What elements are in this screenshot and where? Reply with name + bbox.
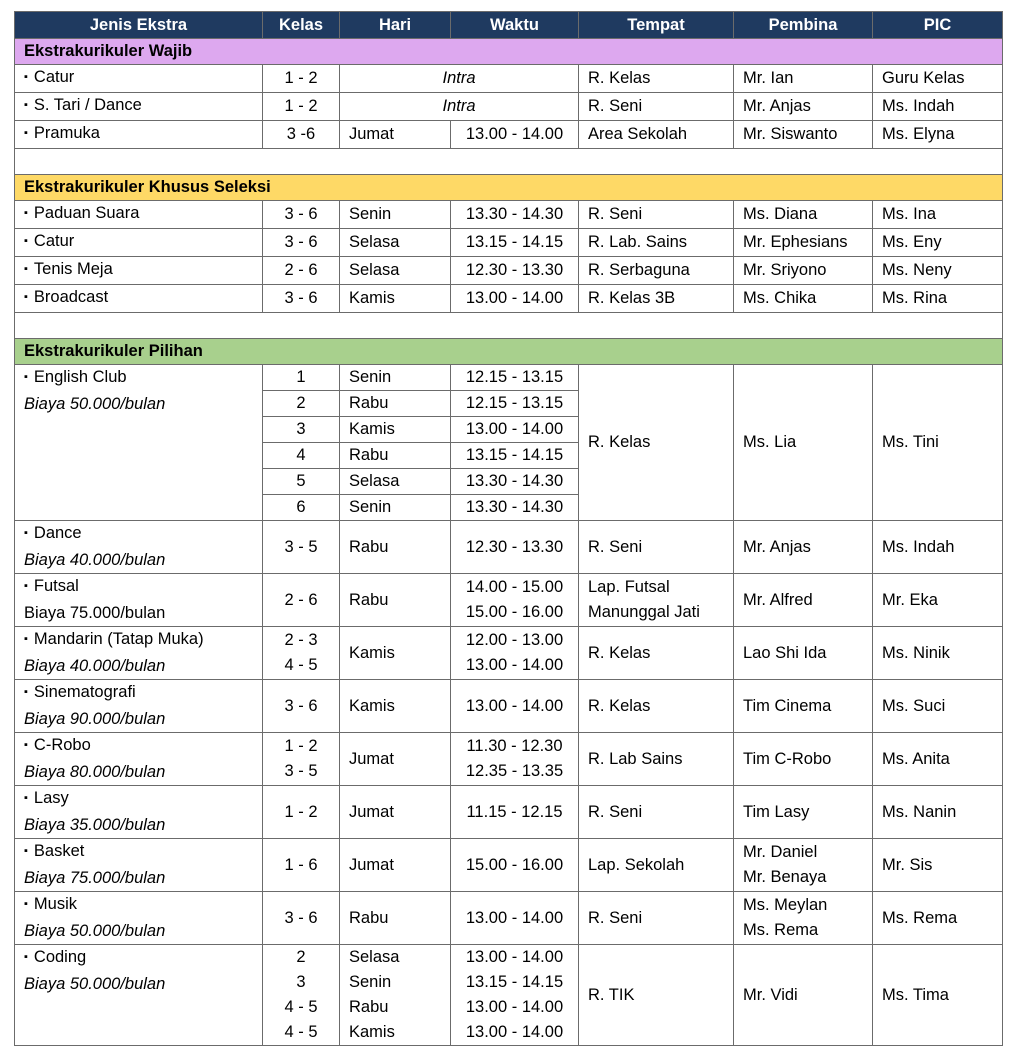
activity-name: Lasy (33, 789, 69, 807)
jenis-cell (15, 627, 263, 680)
pic-cell (873, 839, 1003, 892)
hari-cell-line: Senin (349, 973, 392, 991)
waktu-cell: 13.00 - 14.00 (451, 285, 579, 313)
waktu-cell-line: 13.00 - 14.00 (465, 656, 564, 674)
hari-cell-line: Jumat (349, 802, 394, 821)
waktu-cell (451, 892, 579, 945)
hari-cell (340, 574, 451, 627)
table-row (15, 257, 1003, 285)
pembina-cell: Ms. Diana (734, 201, 873, 229)
kelas-cell-line: 4 - 5 (284, 656, 318, 674)
activity-name: Dance (33, 524, 82, 542)
tempat-cell (579, 680, 734, 733)
tempat-cell (579, 627, 734, 680)
activity-name: Mandarin (Tatap Muka) (33, 630, 204, 648)
tempat-cell (579, 945, 734, 1046)
kelas-cell: 3 - 6 (263, 201, 340, 229)
waktu-cell: 13.00 - 14.00 (451, 121, 579, 149)
tempat-cell: R. Seni (579, 93, 734, 121)
header-row (15, 12, 1003, 39)
pembina-cell: Mr. Sriyono (734, 257, 873, 285)
kelas-cell: 3 (263, 417, 340, 443)
activity-name: Coding (33, 948, 87, 966)
biaya-text: Biaya 40.000/bulan (24, 551, 166, 569)
biaya-text: Biaya 90.000/bulan (24, 710, 166, 728)
bullet-icon: ▪ (24, 207, 28, 219)
spacer-cell (15, 313, 1003, 339)
waktu-cell-line: 14.00 - 15.00 (465, 578, 564, 596)
tempat-cell: R. Serbaguna (579, 257, 734, 285)
biaya-text: Biaya 50.000/bulan (24, 395, 166, 413)
pic-cell-line: Ms. Suci (882, 696, 946, 715)
section-title: Ekstrakurikuler Pilihan (15, 339, 1003, 365)
jenis-cell (15, 892, 263, 945)
hari-cell (340, 521, 451, 574)
table-row (15, 365, 1003, 391)
pic-cell: Ms. Tini (873, 365, 1003, 521)
kelas-cell (263, 945, 340, 1046)
jenis-cell (15, 257, 263, 285)
hari-cell (340, 786, 451, 839)
hari-cell (340, 680, 451, 733)
pembina-cell-line: Mr. Anjas (743, 537, 811, 556)
bullet-icon: ▪ (24, 127, 28, 139)
waktu-cell (451, 574, 579, 627)
bullet-icon: ▪ (24, 580, 28, 592)
kelas-cell: 3 - 6 (263, 229, 340, 257)
hari-cell: Jumat (340, 121, 451, 149)
hari-cell-line: Jumat (349, 749, 394, 768)
section-row-pilihan (15, 339, 1003, 365)
bullet-icon: ▪ (24, 845, 28, 857)
tempat-cell: R. Kelas (579, 365, 734, 521)
header-kelas: Kelas (263, 12, 340, 39)
activity-name: English Club (33, 368, 127, 386)
kelas-cell: 1 (263, 365, 340, 391)
jenis-cell (15, 521, 263, 574)
section-row-khusus (15, 175, 1003, 201)
hari-cell (340, 892, 451, 945)
kelas-cell: 2 (263, 391, 340, 417)
bullet-icon: ▪ (24, 99, 28, 111)
kelas-cell-line: 2 (296, 948, 306, 966)
table-row (15, 574, 1003, 627)
activity-name: Sinematografi (33, 683, 136, 701)
biaya-text: Biaya 80.000/bulan (24, 763, 166, 781)
pembina-cell-line: Ms. Meylan (743, 896, 828, 914)
bullet-icon: ▪ (24, 371, 28, 383)
kelas-cell: 3 -6 (263, 121, 340, 149)
table-row (15, 93, 1003, 121)
kelas-cell-line: 3 - 5 (284, 762, 318, 780)
hari-cell-line: Jumat (349, 855, 394, 874)
biaya-text: Biaya 40.000/bulan (24, 657, 166, 675)
pembina-cell-line: Mr. Vidi (743, 985, 798, 1004)
waktu-cell (451, 733, 579, 786)
activity-name: Catur (33, 232, 75, 250)
table-row (15, 201, 1003, 229)
hari-cell-line: Rabu (349, 908, 389, 927)
section-title: Ekstrakurikuler Khusus Seleksi (15, 175, 1003, 201)
hari-cell (340, 945, 451, 1046)
waktu-cell (451, 521, 579, 574)
pic-cell-line: Ms. Rema (882, 908, 958, 927)
bullet-icon: ▪ (24, 951, 28, 963)
pembina-cell-line: Mr. Benaya (743, 868, 827, 886)
pic-cell (873, 680, 1003, 733)
hari-cell-line: Rabu (349, 998, 389, 1016)
tempat-cell-line: Manunggal Jati (588, 603, 700, 621)
pembina-cell (734, 627, 873, 680)
activity-name: S. Tari / Dance (33, 96, 142, 114)
pic-cell (873, 574, 1003, 627)
tempat-cell-line: Lap. Sekolah (588, 855, 685, 874)
jenis-cell (15, 733, 263, 786)
jenis-cell (15, 839, 263, 892)
jenis-cell (15, 121, 263, 149)
bullet-icon: ▪ (24, 686, 28, 698)
hari-cell: Rabu (340, 443, 451, 469)
activity-name: Futsal (33, 577, 79, 595)
table-row (15, 945, 1003, 1046)
pic-cell (873, 786, 1003, 839)
tempat-cell-line: R. Seni (588, 908, 643, 927)
waktu-cell: 13.30 - 14.30 (451, 469, 579, 495)
waktu-cell (451, 680, 579, 733)
pembina-cell-line: Tim Cinema (743, 696, 832, 715)
waktu-cell: 13.00 - 14.00 (451, 417, 579, 443)
hari-cell: Selasa (340, 469, 451, 495)
biaya-text: Biaya 50.000/bulan (24, 975, 166, 993)
kelas-cell (263, 839, 340, 892)
waktu-cell-line: 11.15 - 12.15 (466, 802, 563, 821)
pic-cell: Ms. Ina (873, 201, 1003, 229)
waktu-cell-line: 13.00 - 14.00 (465, 908, 564, 927)
pic-cell (873, 945, 1003, 1046)
pic-cell: Guru Kelas (873, 65, 1003, 93)
pembina-cell: Ms. Lia (734, 365, 873, 521)
bullet-icon: ▪ (24, 739, 28, 751)
pembina-cell-line: Ms. Rema (743, 921, 819, 939)
waktu-cell-line: 12.35 - 13.35 (465, 762, 564, 780)
pic-cell-line: Mr. Eka (882, 590, 938, 609)
pic-cell: Ms. Neny (873, 257, 1003, 285)
spacer-row (15, 313, 1003, 339)
waktu-cell: 12.15 - 13.15 (451, 365, 579, 391)
tempat-cell-line: R. Lab Sains (588, 749, 683, 768)
table-row (15, 521, 1003, 574)
jenis-cell (15, 229, 263, 257)
hari-cell: Kamis (340, 417, 451, 443)
pembina-cell (734, 892, 873, 945)
hari-cell: Rabu (340, 391, 451, 417)
bullet-icon: ▪ (24, 235, 28, 247)
kelas-cell: 3 - 6 (263, 285, 340, 313)
bullet-icon: ▪ (24, 263, 28, 275)
pic-cell-line: Ms. Ninik (882, 643, 950, 662)
header-tempat: Tempat (579, 12, 734, 39)
table-row (15, 733, 1003, 786)
jenis-cell (15, 680, 263, 733)
table-row (15, 680, 1003, 733)
tempat-cell: Area Sekolah (579, 121, 734, 149)
pic-cell: Ms. Rina (873, 285, 1003, 313)
biaya-text: Biaya 35.000/bulan (24, 816, 166, 834)
pic-cell-line: Ms. Tima (882, 985, 949, 1004)
header-jenis-ekstra: Jenis Ekstra (15, 12, 263, 39)
pembina-cell: Mr. Ian (734, 65, 873, 93)
kelas-cell-line: 4 - 5 (284, 998, 318, 1016)
jenis-cell (15, 65, 263, 93)
activity-name: Paduan Suara (33, 204, 140, 222)
jenis-cell (15, 574, 263, 627)
hari-cell (340, 627, 451, 680)
table-row (15, 121, 1003, 149)
jenis-cell (15, 201, 263, 229)
kelas-cell: 5 (263, 469, 340, 495)
hari-cell-line: Selasa (349, 948, 400, 966)
biaya-text: Biaya 75.000/bulan (24, 604, 166, 622)
pic-cell (873, 521, 1003, 574)
pic-cell: Ms. Eny (873, 229, 1003, 257)
section-row-wajib (15, 39, 1003, 65)
tempat-cell (579, 786, 734, 839)
hari-cell: Senin (340, 201, 451, 229)
pembina-cell-line: Mr. Daniel (743, 843, 818, 861)
pembina-cell-line: Mr. Alfred (743, 590, 813, 609)
kelas-cell-line: 3 - 6 (284, 696, 318, 715)
tempat-cell-line: R. Kelas (588, 696, 651, 715)
pembina-cell-line: Tim Lasy (743, 802, 810, 821)
table-row (15, 229, 1003, 257)
tempat-cell (579, 733, 734, 786)
spacer-cell (15, 149, 1003, 175)
biaya-text: Biaya 50.000/bulan (24, 922, 166, 940)
hari-cell-line: Rabu (349, 590, 389, 609)
waktu-cell-line: 13.00 - 14.00 (465, 696, 564, 715)
hari-cell-line: Kamis (349, 643, 395, 662)
header-pic: PIC (873, 12, 1003, 39)
pembina-cell (734, 945, 873, 1046)
pic-cell (873, 627, 1003, 680)
pembina-cell (734, 574, 873, 627)
kelas-cell-line: 2 - 3 (284, 631, 318, 649)
kelas-cell-line: 4 - 5 (284, 1023, 318, 1041)
schedule-body (15, 39, 1003, 1046)
tempat-cell-line: R. Seni (588, 537, 643, 556)
table-row (15, 786, 1003, 839)
kelas-cell (263, 892, 340, 945)
kelas-cell (263, 733, 340, 786)
table-row (15, 892, 1003, 945)
waktu-cell (451, 786, 579, 839)
pembina-cell (734, 839, 873, 892)
pembina-cell (734, 733, 873, 786)
pic-cell (873, 892, 1003, 945)
tempat-cell-line: R. Seni (588, 802, 643, 821)
section-title: Ekstrakurikuler Wajib (15, 39, 1003, 65)
hari-cell: Senin (340, 495, 451, 521)
tempat-cell: R. Seni (579, 201, 734, 229)
waktu-cell: 13.15 - 14.15 (451, 443, 579, 469)
kelas-cell: 1 - 2 (263, 65, 340, 93)
activity-name: Tenis Meja (33, 260, 113, 278)
pembina-cell: Mr. Anjas (734, 93, 873, 121)
jenis-cell (15, 786, 263, 839)
table-row (15, 627, 1003, 680)
bullet-icon: ▪ (24, 527, 28, 539)
pembina-cell-line: Lao Shi Ida (743, 643, 827, 662)
waktu-cell-line: 13.00 - 14.00 (465, 1023, 564, 1041)
bullet-icon: ▪ (24, 792, 28, 804)
kelas-cell-line: 1 - 6 (284, 855, 318, 874)
kelas-cell-line: 3 (296, 973, 306, 991)
waktu-cell: 12.30 - 13.30 (451, 257, 579, 285)
kelas-cell (263, 521, 340, 574)
kelas-cell-line: 1 - 2 (284, 737, 318, 755)
pembina-cell (734, 680, 873, 733)
header-pembina: Pembina (734, 12, 873, 39)
activity-name: Catur (33, 68, 75, 86)
tempat-cell: R. Kelas 3B (579, 285, 734, 313)
kelas-cell-line: 1 - 2 (284, 802, 318, 821)
kelas-cell-line: 3 - 6 (284, 908, 318, 927)
kelas-cell (263, 680, 340, 733)
waktu-cell: 13.15 - 14.15 (451, 229, 579, 257)
kelas-cell-line: 2 - 6 (284, 590, 318, 609)
spacer-row (15, 149, 1003, 175)
hari-cell (340, 733, 451, 786)
pembina-cell (734, 786, 873, 839)
kelas-cell: 4 (263, 443, 340, 469)
activity-name: C-Robo (33, 736, 91, 754)
hari-cell-line: Kamis (349, 696, 395, 715)
pembina-cell: Mr. Siswanto (734, 121, 873, 149)
kelas-cell (263, 574, 340, 627)
waktu-cell-line: 12.30 - 13.30 (465, 537, 564, 556)
pembina-cell: Mr. Ephesians (734, 229, 873, 257)
table-row (15, 839, 1003, 892)
tempat-cell: R. Lab. Sains (579, 229, 734, 257)
tempat-cell (579, 574, 734, 627)
waktu-cell-line: 13.15 - 14.15 (465, 973, 564, 991)
biaya-text: Biaya 75.000/bulan (24, 869, 166, 887)
jenis-cell (15, 365, 263, 521)
pic-cell-line: Mr. Sis (882, 855, 933, 874)
waktu-cell-line: 15.00 - 16.00 (465, 603, 564, 621)
hari-cell-line: Kamis (349, 1023, 395, 1041)
jenis-cell (15, 285, 263, 313)
hari-cell: Selasa (340, 229, 451, 257)
pic-cell-line: Ms. Indah (882, 537, 955, 556)
tempat-cell (579, 521, 734, 574)
pembina-cell-line: Tim C-Robo (743, 749, 832, 768)
kelas-cell-line: 3 - 5 (284, 537, 318, 556)
waktu-cell (451, 945, 579, 1046)
bullet-icon: ▪ (24, 633, 28, 645)
table-row (15, 285, 1003, 313)
waktu-cell-line: 11.30 - 12.30 (466, 737, 563, 755)
tempat-cell (579, 892, 734, 945)
hari-cell: Kamis (340, 285, 451, 313)
pembina-cell: Ms. Chika (734, 285, 873, 313)
kelas-cell (263, 627, 340, 680)
hari-waktu-cell: Intra (340, 93, 579, 121)
tempat-cell-line: R. Kelas (588, 643, 651, 662)
kelas-cell (263, 786, 340, 839)
bullet-icon: ▪ (24, 71, 28, 83)
table-row (15, 65, 1003, 93)
activity-name: Basket (33, 842, 85, 860)
waktu-cell-line: 12.00 - 13.00 (465, 631, 564, 649)
tempat-cell: R. Kelas (579, 65, 734, 93)
tempat-cell (579, 839, 734, 892)
jenis-cell (15, 93, 263, 121)
jenis-cell (15, 945, 263, 1046)
activity-name: Pramuka (33, 124, 100, 142)
kelas-cell: 2 - 6 (263, 257, 340, 285)
hari-waktu-cell: Intra (340, 65, 579, 93)
pic-cell: Ms. Indah (873, 93, 1003, 121)
waktu-cell (451, 627, 579, 680)
header-waktu: Waktu (451, 12, 579, 39)
kelas-cell: 1 - 2 (263, 93, 340, 121)
waktu-cell: 13.30 - 14.30 (451, 495, 579, 521)
pic-cell (873, 733, 1003, 786)
pic-cell: Ms. Elyna (873, 121, 1003, 149)
hari-cell-line: Rabu (349, 537, 389, 556)
pic-cell-line: Ms. Anita (882, 749, 950, 768)
tempat-cell-line: Lap. Futsal (588, 578, 670, 596)
hari-cell: Selasa (340, 257, 451, 285)
waktu-cell (451, 839, 579, 892)
waktu-cell: 13.30 - 14.30 (451, 201, 579, 229)
activity-name: Broadcast (33, 288, 109, 306)
extracurricular-schedule-table (14, 11, 1003, 1046)
waktu-cell-line: 15.00 - 16.00 (465, 855, 564, 874)
waktu-cell-line: 13.00 - 14.00 (465, 948, 564, 966)
activity-name: Musik (33, 895, 77, 913)
kelas-cell: 6 (263, 495, 340, 521)
header-hari: Hari (340, 12, 451, 39)
hari-cell: Senin (340, 365, 451, 391)
hari-cell (340, 839, 451, 892)
pembina-cell (734, 521, 873, 574)
bullet-icon: ▪ (24, 291, 28, 303)
waktu-cell-line: 13.00 - 14.00 (465, 998, 564, 1016)
pic-cell-line: Ms. Nanin (882, 802, 957, 821)
waktu-cell: 12.15 - 13.15 (451, 391, 579, 417)
bullet-icon: ▪ (24, 898, 28, 910)
tempat-cell-line: R. TIK (588, 985, 635, 1004)
